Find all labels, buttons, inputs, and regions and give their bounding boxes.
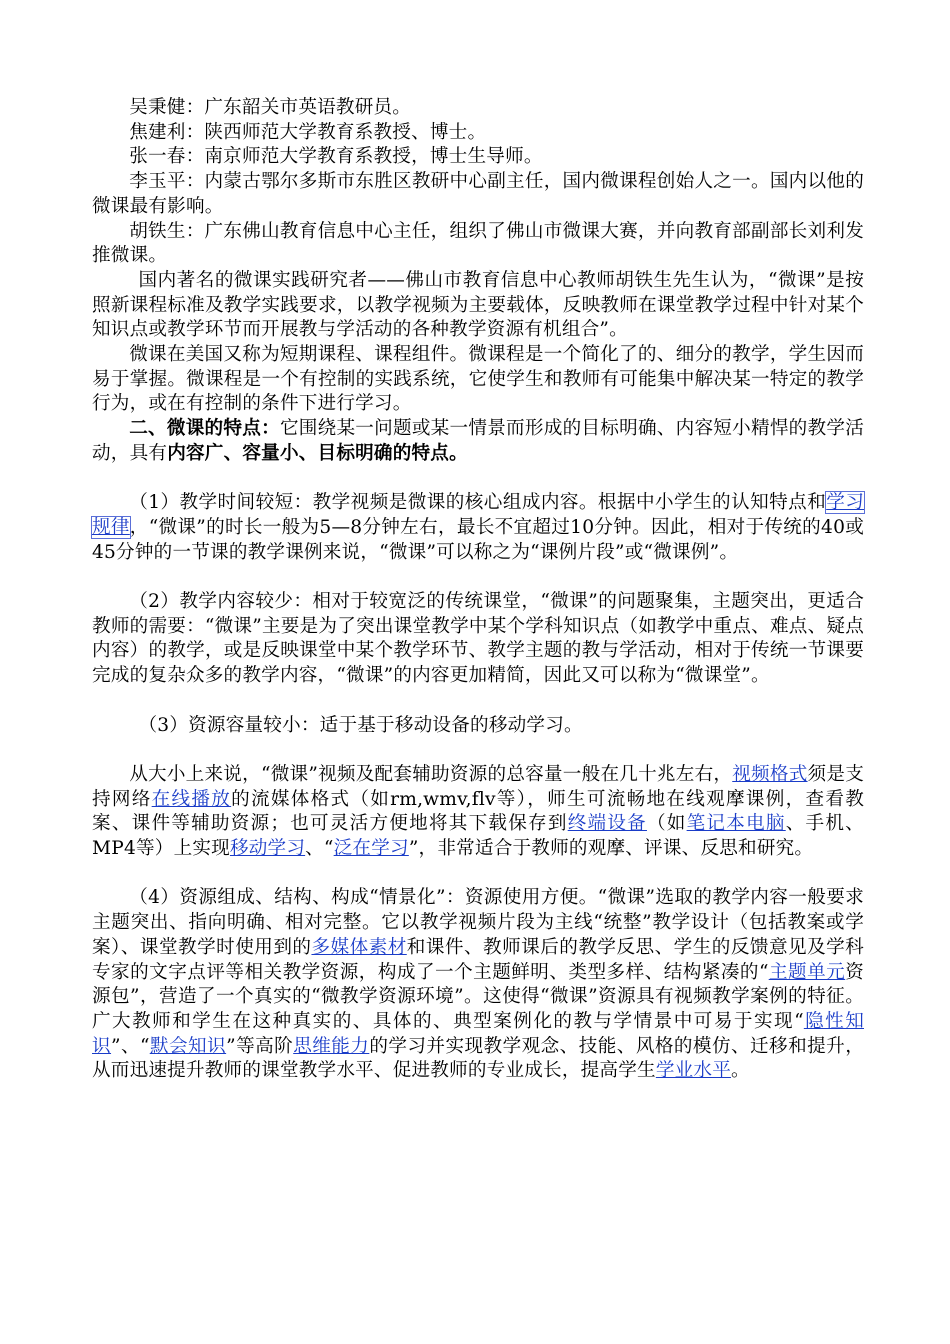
- text: ”，非常适合于教师的观摩、评课、反思和研究。: [408, 838, 814, 860]
- text: （4）资源组成、结构、构成“情景化”：资源使用方便。“微课”选取的教学内容一般要求主题突出、指向明确、相对完整。它以教学视频片段为主线“统整”教学设计（包括教案或学案）、课堂教学时使用到的: [92, 887, 864, 958]
- link-tacit-knowledge[interactable]: 隐性知识: [92, 1010, 864, 1057]
- link-academic-level[interactable]: 学业水平: [655, 1060, 732, 1082]
- text: 的学习并实现教学观念、技能、风格的模仿、迁移和提升，从而迅速提升教师的课堂教学水平、促进教师的专业成长，提高学生: [92, 1035, 864, 1082]
- link-learning-rules[interactable]: 学习规律: [92, 492, 865, 538]
- document-page: [92, 96, 864, 1084]
- link-mobile-learning[interactable]: 移动学习: [229, 838, 306, 860]
- text: 从大小上来说，“微课”视频及配套辅助资源的总容量一般在几十兆左右，: [129, 763, 733, 785]
- features-heading: 二、微课的特点：: [129, 418, 280, 440]
- feature-2-paragraph: （2）教学内容较少：相对于较宽泛的传统课堂，“微课”的问题聚集，主题突出，更适合教师的需要：“微课”主要是为了突出课堂教学中某个学科知识点（如教学中重点、难点、疑点内容）的教学，或是反映课堂中某个教学环节、教学主题的教与学活动，相对于传统一节课要完成的复杂众多的教学内容，“微课”的内容更加精简，因此又可以称为“微课堂”。: [92, 591, 864, 687]
- person-entry: 李玉平：内蒙古鄂尔多斯市东胜区教研中心副主任，国内微课程创始人之一。国内以他的微课最有影响。: [92, 171, 864, 217]
- link-online-play[interactable]: 在线播放: [151, 788, 232, 810]
- link-video-format[interactable]: 视频格式: [732, 763, 808, 785]
- person-entry: 吴秉健：广东韶关市英语教研员。: [129, 97, 412, 118]
- link-theme-unit[interactable]: 主题单元: [768, 961, 846, 983]
- feature-3-paragraph: （3）资源容量较小：适于基于移动设备的移动学习。: [138, 714, 583, 736]
- definition-paragraph: 国内著名的微课实践研究者——佛山市教育信息中心教师胡铁生先生认为，“微课”是按照新课程标准及教学实践要求，以教学视频为主要载体，反映教师在课堂教学过程中针对某个知识点或教学环节而开展教与学活动的各种教学资源有机组合”。: [92, 269, 864, 341]
- link-thinking-ability[interactable]: 思维能力: [293, 1035, 370, 1057]
- link-multimedia-material[interactable]: 多媒体素材: [311, 936, 407, 958]
- feature-3-detail-paragraph: [92, 763, 864, 862]
- text: 的流媒体格式（如rm,wmv,flv等），师生可流畅地在线观摩课例，查看教案、课件等辅助资源；也可灵活方便地将其下载保存到: [92, 788, 865, 835]
- text: 资源包”，营造了一个真实的“微教学资源环境”。这使得“微课”资源具有视频教学案例的特征。广大教师和学生在这种真实的、具体的、典型案例化的教与学情景中可易于实现“: [92, 961, 864, 1032]
- person-entry: 胡铁生：广东佛山教育信息中心主任，组织了佛山市微课大赛，并向教育部副部长刘利发推微课。: [92, 220, 864, 267]
- text: 和课件、教师课后的教学反思、学生的反馈意见及学科专家的文字点评等相关教学资源，构成了一个主题鲜明、类型多样、结构紧凑的“: [92, 936, 864, 983]
- features-intro: 它围绕某一问题或某一情景而形成的目标明确、内容短小精悍的教学活动，具有: [92, 418, 865, 464]
- text: 、“: [305, 838, 334, 860]
- link-ubiquitous-learning[interactable]: 泛在学习: [333, 838, 409, 860]
- link-terminal-device[interactable]: 终端设备: [567, 813, 647, 835]
- features-paragraph: [92, 417, 864, 466]
- feature-1-text: （1）教学时间较短：教学视频是微课的核心组成内容。根据中小学生的认知特点和: [129, 492, 827, 514]
- feature-1-paragraph: [92, 491, 864, 565]
- text: 、手机、MP4等）上实现: [92, 813, 864, 860]
- features-intro-bold: 内容广、容量小、目标明确的特点。: [167, 442, 468, 464]
- text: ”等高阶: [226, 1035, 294, 1057]
- text: 。: [731, 1060, 750, 1082]
- feature-4-paragraph: [92, 886, 864, 1084]
- link-laptop[interactable]: 笔记本电脑: [686, 813, 786, 835]
- person-entry: 张一春：南京师范大学教育系教授，博士生导师。: [129, 146, 543, 168]
- us-name-paragraph: 微课在美国又称为短期课程、课程组件。微课程是一个简化了的、细分的教学，学生因而易于掌握。微课程是一个有控制的实践系统，它使学生和教师有可能集中解决某一特定的教学行为，或在有控制的条件下进行学习。: [92, 344, 864, 415]
- text: ”、“: [111, 1035, 150, 1057]
- text: 须是支持网络: [92, 763, 864, 810]
- text: （如: [646, 813, 687, 835]
- feature-1-text-cont: ，“微课”的时长一般为5—8分钟左右，最长不宜超过10分钟。因此，相对于传统的40或45分钟的一节课的教学课例来说，“微课”可以称之为“课例片段”或“微课例”。: [92, 516, 864, 563]
- person-entry: 焦建利：陕西师范大学教育系教授、博士。: [129, 121, 487, 143]
- link-implicit-knowledge[interactable]: 默会知识: [149, 1035, 227, 1057]
